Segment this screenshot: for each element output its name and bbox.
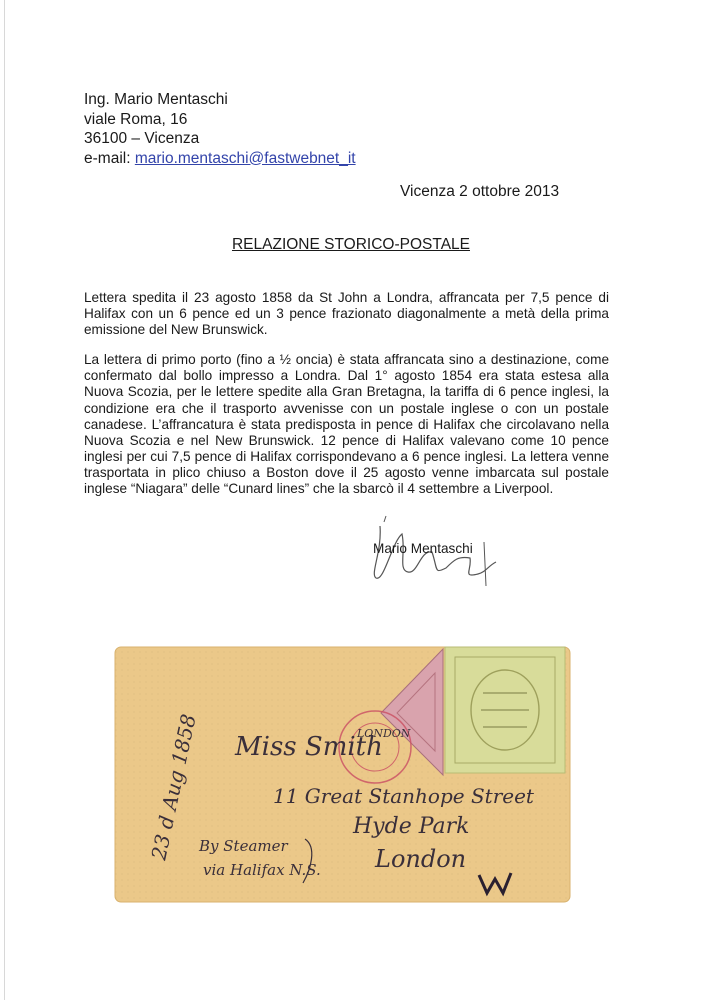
sender-block: [84, 90, 356, 168]
route-line-1: By Steamer: [199, 837, 288, 855]
postmark-text: LONDON: [357, 727, 411, 740]
email-label: e-mail:: [84, 149, 135, 167]
postal-cover-image: [113, 643, 575, 905]
sender-city: 36100 – Vicenza: [84, 130, 200, 147]
email-link[interactable]: mario.mentaschi@fastwebnet_it: [134, 149, 356, 167]
signer-name: Mario Mentaschi: [373, 541, 473, 556]
report-title: RELAZIONE STORICO-POSTALE: [231, 236, 470, 253]
sender-email-row: [84, 149, 356, 169]
address-line-1: Miss Smith: [235, 732, 383, 762]
sender-name: Ing. Mario Mentaschi: [84, 91, 228, 108]
stamp-6d-green: [445, 647, 565, 773]
address-line-4: London: [375, 845, 467, 873]
report-title-row: [0, 236, 702, 254]
letter-date: Vicenza 2 ottobre 2013: [400, 183, 560, 200]
sender-street: viale Roma, 16: [84, 110, 188, 128]
route-line-2: via Halifax N.S.: [203, 861, 321, 879]
paragraph-history: La lettera di primo porto (fino a ½ oncia) è stata affrancata sino a destinazione, come confermato dal bollo impresso a Londra. Dal 1° agosto 1854 era stata estesa alla Nuova Scozia, per le lettere spedite alla Gran Bretagna, la tariffa di 6 pence inglesi, la condizione era che il trasporto avvenisse con un postale inglese o con un postale canadese. L’affrancatura è stata predisposta in pence di Halifax che circolavano nella Nuova Scozia e nel New Brunswick. 12 pence di Halifax valevano come 10 pence inglesi per cui 7,5 pence di Halifax corrispondevano a 6 pence inglesi. La lettera venne trasportata in plico chiuso a Boston dove il 25 agosto venne imbarcata sul postale inglese “Niagara” delle “Cunard lines” che la sbarcò il 4 settembre a Liverpool.: [84, 352, 609, 497]
address-line-3: Hyde Park: [353, 814, 470, 839]
report-body: [84, 290, 609, 511]
scan-edge-line: [4, 0, 5, 1000]
address-line-2: 11 Great Stanhope Street: [273, 784, 534, 808]
paragraph-intro: Lettera spedita il 23 agosto 1858 da St John a Londra, affrancata per 7,5 pence di Halifax con un 6 pence ed un 3 pence frazionato diagonalmente a metà della prima emissione del New Brunswick.: [84, 290, 609, 338]
cover-docket: 23 d Aug 1858: [146, 711, 201, 863]
